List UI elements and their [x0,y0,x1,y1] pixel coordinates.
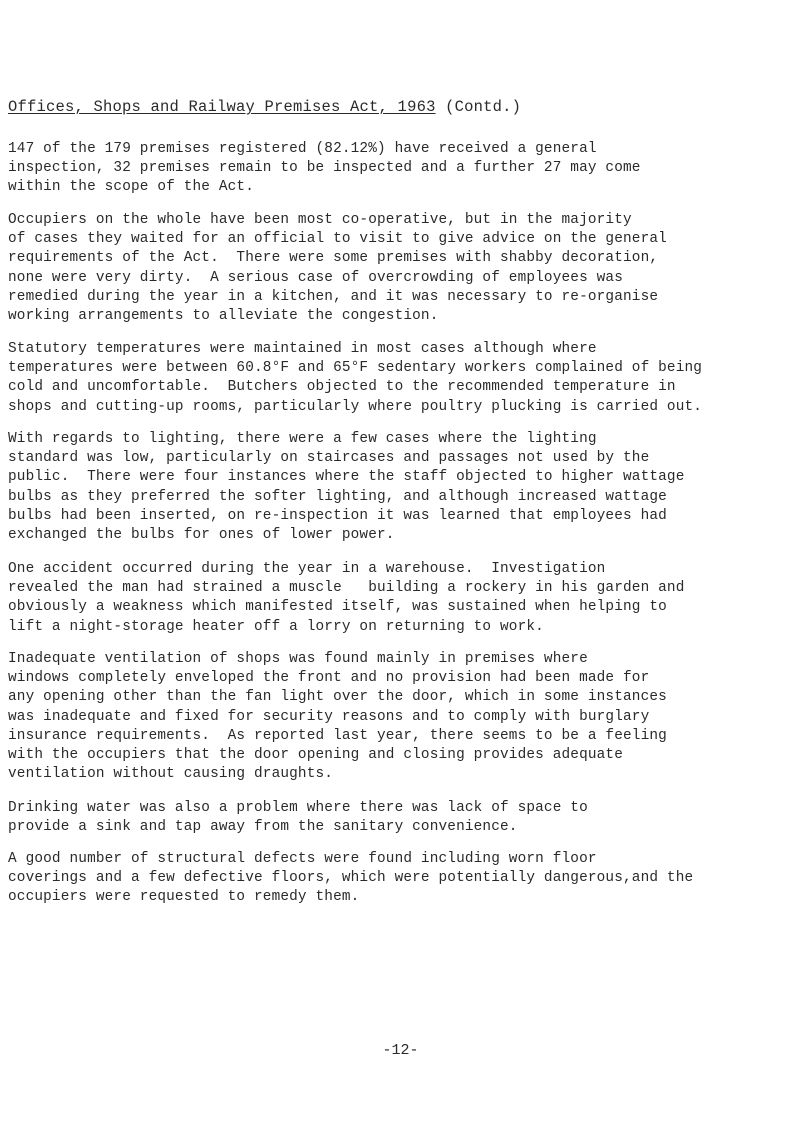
paragraph-structural-defects: A good number of structural defects were found including worn floor coverings and a few defective floors, which were potentially dangerous,and the occupiers were requested to remedy them. [8,851,694,906]
heading-suffix: (Contd.) [435,98,522,116]
paragraph-lighting: With regards to lighting, there were a few cases where the lighting standard was low, particularly on staircases and passages not used by the public. There were four instances where the staff objected to higher wattage bulbs as they preferred the softer lighting, and although increased wattage bulbs had been inserted, on re-inspection it was learned that employees had exchanged the bulbs for ones of lower power. [8,431,685,544]
paragraph-temperatures: Statutory temperatures were maintained in most cases although where temperatures were between 60.8°F and 65°F sedentary workers complained of being cold and uncomfortable. Butchers objected to the recommended temperature in shops and cutting-up rooms, particularly where poultry plucking is carried out. [8,341,703,415]
paragraph-occupiers: Occupiers on the whole have been most co-operative, but in the majority of cases they waited for an official to visit to give advice on the general requirements of the Act. There were some premises with shabby decoration, none were very dirty. A serious case of overcrowding of employees was remedied during the year in a kitchen, and it was necessary to re-organise working arrangements to alleviate the congestion. [8,212,667,325]
paragraph-accident: One accident occurred during the year in a warehouse. Investigation revealed the man had strained a muscle building a rockery in his garden and obviously a weakness which manifested itself, was sustained when helping to lift a night-storage heater off a lorry on returning to work. [8,561,685,635]
heading-title: Offices, Shops and Railway Premises Act, 1963 [8,98,436,116]
paragraph-ventilation: Inadequate ventilation of shops was found mainly in premises where windows completely enveloped the front and no provision had been made for any opening other than the fan light over the door, which in some instances was inadequate and fixed for security reasons and to comply with burglary insurance requirements. As reported last year, there seems to be a feeling with the occupiers that the door opening and closing provides adequate ventilation without causing draughts. [8,651,667,783]
page-heading [8,98,788,116]
page-number: -12- [382,1042,419,1059]
paragraph-inspection-summary: 147 of the 179 premises registered (82.12%) have received a general inspection, 32 premises remain to be inspected and a further 27 may come within the scope of the Act. [8,141,641,196]
paragraph-drinking-water: Drinking water was also a problem where there was lack of space to provide a sink and tap away from the sanitary convenience. [8,800,588,836]
